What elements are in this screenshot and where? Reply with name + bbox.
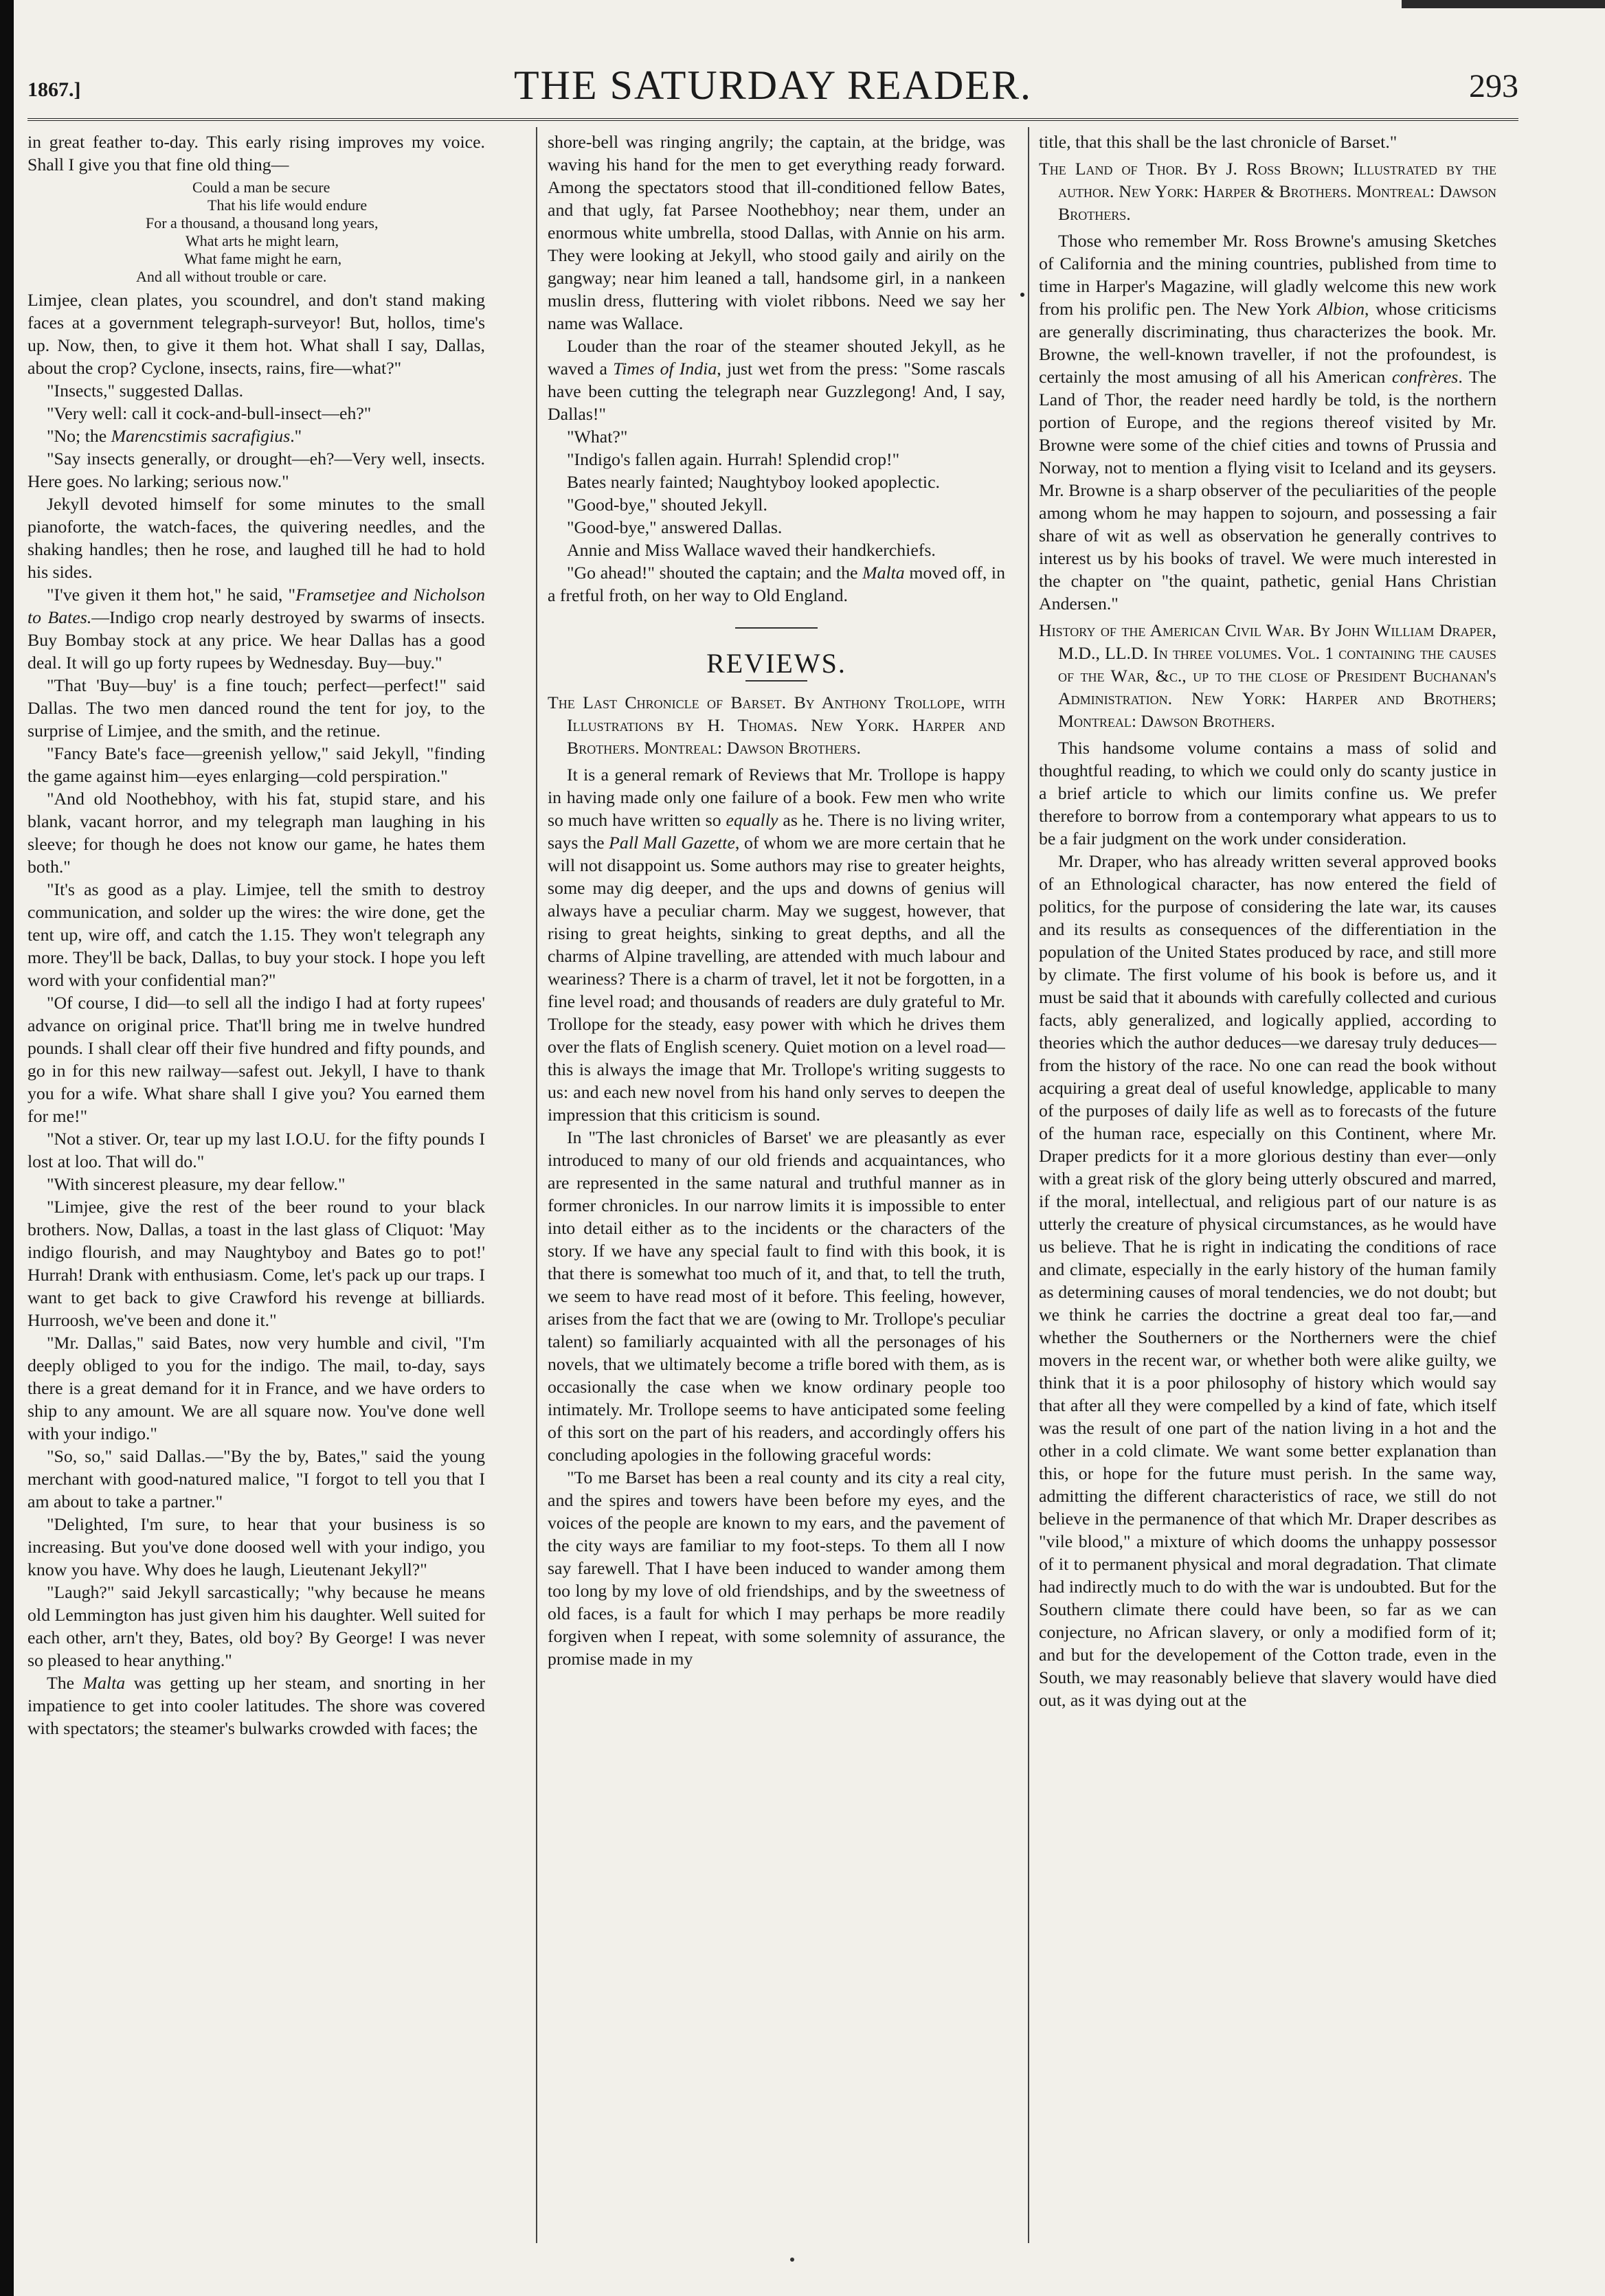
paragraph: "Very well: call it cock-and-bull-insect—eh?" <box>47 403 372 423</box>
paragraph: shore-bell was ringing angrily; the captain, at the bridge, was waving his hand for the men to get everything ready forward. Among the spectators stood that ill-conditioned fellow Bates, and that ugly, fat Parsee Noothebhoy; near them, under an enormous white umbrella, stood Dallas, with Annie on his arm. They were looking at Jekyll, who stood gaily and airily on the gangway; near him leaned a tall, handsome girl, in a nankeen muslin dress, fluttering with violet ribbons. Need we say her name was Wallace. <box>548 132 1005 333</box>
book-citation: History of the American Civil War. By John William Draper, M.D., LL.D. In three volumes. Vol. 1 containing the causes of the War, &c., up to the close of President Buchanan's Administration. New York: Harper and Brothers; Montreal: Dawson Brothers. <box>1039 620 1496 731</box>
paragraph: "Not a stiver. Or, tear up my last I.O.U. for the fifty pounds I lost at loo. That will do." <box>27 1129 485 1171</box>
reviews-heading: REVIEWS. <box>706 648 846 679</box>
paragraph: "Good-bye," answered Dallas. <box>567 517 783 537</box>
header-page-number: 293 <box>1469 68 1518 104</box>
paragraph: In "The last chronicles of Barset' we are pleasantly as ever introduced to many of our old friends and acquaintances, who are represented in the same natural and truthful manner as in former chronicles. In our narrow limits it is impossible to enter into detail either as to the incidents or the characters of the story. If we have any special fault to find with this book, it is that there is somewhat too much of it, and that, to tell the truth, we seem to have read most of it before. This feeling, however, arises from the fact that we are (owing to Mr. Trollope's peculiar talent) so familiarly acquainted with all the personages of his novels, that we ultimately become a trifle bored with them, as is occasionally the case when we know ordinary people too intimately. Mr. Trollope seems to have anticipated some feeling of this sort on the part of his readers, and accordingly offers his concluding apologies in the following graceful words: <box>548 1127 1005 1465</box>
paragraph: Limjee, clean plates, you scoundrel, and don't stand making faces at a government telegraph-surveyor! But, hollos, time's up. Now, then, to give it them hot. What shall I say, Dallas, about the crop? Cyclone, insects, rains, fire—what?" <box>27 290 485 378</box>
paragraph: "It's as good as a play. Limjee, tell the smith to destroy communication, and solder up the wires: the wire done, get the tent up, wire off, and catch the 1.15. They won't telegraph any more. They'll be back, Dallas, to buy your stock. I hope you left word with your confidential man?" <box>27 879 485 990</box>
paragraph: The Malta was getting up her steam, and snorting in her impatience to get into cooler latitudes. The shore was covered with spectators; the steamer's bulwarks crowded with faces; the <box>27 1673 485 1738</box>
paragraph: "What?" <box>567 427 628 447</box>
poem-line: That his life would endure <box>207 196 368 214</box>
poem <box>27 179 485 286</box>
section-rule <box>735 627 818 629</box>
paragraph: "To me Barset has been a real county and its city a real city, and the spires and towers have been before my eyes, and the voices of the people are known to my ears, and the pavement of the city ways are familiar to my foot-steps. To them all I now say farewell. That I have been induced to wander among them too long by my love of old friendships, and by the sweetness of old faces, is a fault for which I may perhaps be more readily forgiven when I repeat, with some solemnity of assurance, the promise made in my <box>548 1467 1005 1669</box>
paragraph: This handsome volume contains a mass of solid and thoughtful reading, to which we could only do scanty justice in a brief article to which our limits confine us. We prefer therefore to borrow from a contemporary what appears to us to be a fair judgment on the work under consideration. <box>1039 738 1496 848</box>
paragraph: in great feather to-day. This early rising improves my voice. Shall I give you that fine old thing— <box>27 132 485 175</box>
paragraph: title, that this shall be the last chronicle of Barset." <box>1039 132 1398 152</box>
heading-rule <box>745 680 807 682</box>
paragraph: Mr. Draper, who has already written several approved books of an Ethnological character, has now entered the field of politics, for the purpose of considering the late war, its causes and its results as consequences of the differentiation in the population of the United States produced by race, and still more by climate. The first volume of his book is before us, and it must be said that it abounds with carefully collected and curious facts, ably generalized, and logically applied, according to theories which the author deduces—we daresay truly deduces—from the history of the race. No one can read the book without acquiring a great deal of useful knowledge, applicable to many of the purposes of daily life as well as to forecasts of the future of the human race, especially on this Continent, where Mr. Draper predicts for it a more glorious destiny than ever—only with a great risk of the glory being utterly obscured and marred, if the moral, intellectual, and religious part of our nature is as utterly the creature of physical circumstances, as he would have us believe. That he is right in indicating the conditions of race and climate, especially in the early history of the human family as determining causes of moral tendencies, we do not doubt; but we think he carries the doctrine a great deal too far,—and whether the Southerners or the Northerners were the chief movers in the recent war, or whether both were alike guilty, we think that it is a poor philosophy of history which would say that after all they were compelled by a kind of fate, which itself was the result of one part of the nation living in a hot and the other in a cold climate. We want some better explanation than this, or hope for the future must perish. In the same way, admitting the different characteristics of race, we still do not believe in the permanence of that which Mr. Draper describes as "vile blood," a mixture of which dooms the unhappy possessor of it to permanent physical and moral degradation. That climate had indirectly much to do with the war is undoubted. But for the Southern climate there could have been, so far as we can conjecture, no African slavery, or only a modified form of it; and but for the developement of the Cotton trade, even in the South, we may reasonably believe that slavery would have died out, as it was dying out at the <box>1039 851 1496 1710</box>
poem-line: And all without trouble or care. <box>136 268 327 285</box>
header-title: THE SATURDAY READER. <box>514 63 1032 108</box>
paragraph: Annie and Miss Wallace waved their handkerchiefs. <box>567 540 936 560</box>
paragraph: "So, so," said Dallas.—"By the by, Bates," said the young merchant with good-natured malice, "I forgot to tell you that I am about to take a partner." <box>27 1446 485 1511</box>
column-2 <box>548 131 1005 2240</box>
paragraph: "Go ahead!" shouted the captain; and the Malta moved off, in a fretful froth, on her way to Old England. <box>548 563 1005 605</box>
paragraph: "Mr. Dallas," said Bates, now very humble and civil, "I'm deeply obliged to you for the indigo. The mail, to-day, says there is a great demand for it in France, and we have orders to ship to any amount. We are all square now. You've done well with your indigo." <box>27 1333 485 1443</box>
paragraph: "With sincerest pleasure, my dear fellow." <box>47 1174 346 1194</box>
paragraph: "Laugh?" said Jekyll sarcastically; "why because he means old Lemmington has just given him his daughter. Well suited for each other, arn't they, Bates, old boy? By George! I was never so pleased to hear anything." <box>27 1582 485 1670</box>
book-citation: The Land of Thor. By J. Ross Brown; Illustrated by the author. New York: Harper & Brothers. Montreal: Dawson Brothers. <box>1039 159 1496 224</box>
paragraph: "Of course, I did—to sell all the indigo I had at forty rupees' advance on original price. That'll bring me in twelve hundred pounds. I shall clear off their five hundred and fifty pounds, and go in for this new railway—safest out. Jekyll, I have to thank you for a wife. What share shall I give you? You earned them for me!" <box>27 993 485 1126</box>
header-year: 1867.] <box>27 78 81 101</box>
scan-top-mark <box>1402 0 1605 8</box>
paragraph: "Good-bye," shouted Jekyll. <box>567 495 767 515</box>
paragraph: Bates nearly fainted; Naughtyboy looked apoplectic. <box>567 472 940 492</box>
paragraph: Those who remember Mr. Ross Browne's amusing Sketches of California and the mining countries, published from time to time in Harper's Magazine, will gladly welcome this new work from his prolific pen. The New York Albion, whose criticisms are generally discriminating, thus characterizes the book. Mr. Browne, the well-known traveller, if not the profoundest, is certainly the most amusing of all his American confrères. The Land of Thor, the reader need hardly be told, is the northern portion of Europe, and the regions thereof visited by Mr. Browne were some of the chief cities and towns of Prussia and Norway, not to mention a flying visit to Iceland and its geysers. Mr. Browne is a sharp observer of the peculiarities of the people among whom he may happen to sojourn, and possessing a fair share of wit as well as observation he generally contrives to interest us by his books of travel. We were much interested in the chapter on "the quaint, pathetic, genial Hans Christian Andersen." <box>1039 231 1496 614</box>
paragraph: "Delighted, I'm sure, to hear that your business is so increasing. But you've done doosed well with your indigo, you know you have. Why does he laugh, Lieutenant Jekyll?" <box>27 1514 485 1579</box>
paragraph: "Limjee, give the rest of the beer round to your black brothers. Now, Dallas, a toast in the last glass of Cliquot: 'May indigo flourish, and may Naughtyboy and Bates go to pot!' Hurrah! Drank with enthusiasm. Come, let's pack up our traps. I want to get back to give Crawford his revenge at billiards. Hurroosh, we've been and done it." <box>27 1197 485 1330</box>
book-citation: The Last Chronicle of Barset. By Anthony Trollope, with Illustrations by H. Thomas. New York. Harper and Brothers. Montreal: Dawson Brothers. <box>548 693 1005 758</box>
paragraph: Jekyll devoted himself for some minutes to the small pianoforte, the watch-faces, the quivering needles, and the shaking handles; then he rose, and laughed till he had to hold his sides. <box>27 494 485 582</box>
poem-line: What arts he might learn, <box>186 232 339 249</box>
scan-edge <box>0 0 14 2296</box>
paragraph: "Indigo's fallen again. Hurrah! Splendid crop!" <box>567 449 900 469</box>
header-rule <box>27 118 1518 121</box>
paragraph: "Fancy Bate's face—greenish yellow," said Jekyll, "finding the game against him—eyes enlarging—cold perspiration." <box>27 743 485 786</box>
paragraph: "I've given it them hot," he said, "Framsetjee and Nicholson to Bates.—Indigo crop nearly destroyed by swarms of insects. Buy Bombay stock at any price. We hear Dallas has a good deal. It will go up forty rupees by Wednesday. Buy—buy." <box>27 585 485 673</box>
page-header <box>27 62 1518 110</box>
poem-line: What fame might he earn, <box>184 250 342 267</box>
column-3 <box>1039 131 1496 2240</box>
print-fleck <box>790 2258 794 2262</box>
paragraph: It is a general remark of Reviews that Mr. Trollope is happy in having made only one failure of a book. Few men who write so much have written so equally as he. There is no living writer, says the Pall Mall Gazette, of whom we are more certain that he will not disappoint us. Some authors may rise to greater heights, some may dig deeper, and the ups and downs of genius will always have a peculiar charm. May we suggest, however, that rising to great heights, sinking to great depths, and all the charms of Alpine travelling, are attended with much labour and weariness? There is a charm of travel, let it not be forgotten, in a fine level road; and thousands of readers are duly grateful to Mr. Trollope for the steady, easy power with which he drives them over the flats of English scenery. Quiet motion on a level road—this is always the image that Mr. Trollope's writing suggests to us: and each new novel from his hand only serves to deepen the impression that this criticism is sound. <box>548 765 1005 1125</box>
poem-line: For a thousand, a thousand long years, <box>146 214 379 232</box>
paragraph: "Say insects generally, or drought—eh?—Very well, insects. Here goes. No larking; serious now." <box>27 449 485 491</box>
paragraph: "That 'Buy—buy' is a fine touch; perfect—perfect!" said Dallas. The two men danced round the tent for joy, to the surprise of Limjee, and the smith, and the retinue. <box>27 675 485 741</box>
paragraph: "No; the Marencstimis sacrafigius." <box>47 426 302 446</box>
column-divider <box>1028 127 1029 2243</box>
print-fleck <box>1020 293 1024 297</box>
paragraph: Louder than the roar of the steamer shouted Jekyll, as he waved a Times of India, just wet from the press: "Some rascals have been cutting the telegraph near Guzzlegong! And, I say, Dallas!" <box>548 336 1005 424</box>
poem-line: Could a man be secure <box>192 179 330 196</box>
column-1 <box>27 131 485 2240</box>
paragraph: "And old Noothebhoy, with his fat, stupid stare, and his blank, vacant horror, and my telegraph man laughing in his sleeve; for though he does not know our game, he hates them both." <box>27 789 485 877</box>
paragraph: "Insects," suggested Dallas. <box>47 381 244 401</box>
column-divider <box>536 127 537 2243</box>
